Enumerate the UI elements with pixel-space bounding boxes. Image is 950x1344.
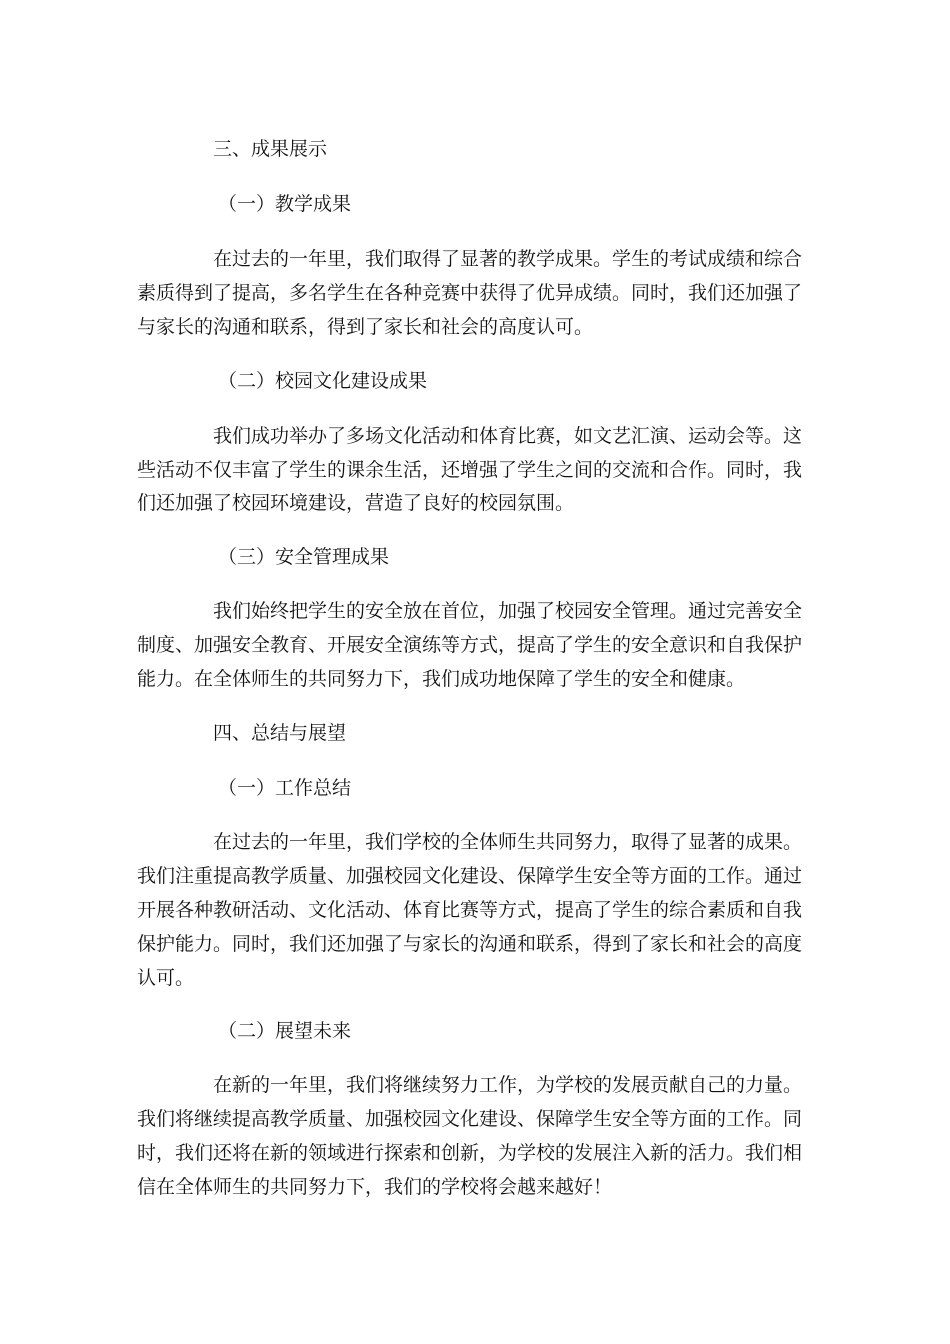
paragraph-line: 素质得到了提高，多名学生在各种竞赛中获得了优异成绩。同时，我们还加强了 — [137, 282, 803, 304]
paragraph-line: 制度、加强安全教育、开展安全演练等方式，提高了学生的安全意识和自我保护 — [137, 634, 803, 656]
paragraph-line: 们还加强了校园环境建设，营造了良好的校园氛围。 — [137, 492, 575, 514]
paragraph-line: 我们将继续提高教学质量、加强校园文化建设、保障学生安全等方面的工作。同 — [137, 1108, 803, 1130]
paragraph-line: 我们注重提高教学质量、加强校园文化建设、保障学生安全等方面的工作。通过 — [137, 865, 803, 887]
paragraph-line: 我们成功举办了多场文化活动和体育比赛，如文艺汇演、运动会等。这 — [213, 425, 803, 447]
paragraph-line: 在过去的一年里，我们取得了显著的教学成果。学生的考试成绩和综合 — [213, 248, 803, 270]
subheading-campus-culture: （二）校园文化建设成果 — [218, 370, 428, 392]
paragraph-line: 信在全体师生的共同努力下，我们的学校将会越来越好！ — [137, 1176, 613, 1198]
subheading-teaching-results: （一）教学成果 — [218, 193, 352, 215]
section-heading-results: 三、成果展示 — [213, 138, 328, 160]
paragraph-line: 些活动不仅丰富了学生的课余生活，还增强了学生之间的交流和合作。同时，我 — [137, 459, 803, 481]
subheading-safety-management: （三）安全管理成果 — [218, 546, 390, 568]
paragraph-line: 认可。 — [137, 967, 195, 989]
paragraph-line: 保护能力。同时，我们还加强了与家长的沟通和联系，得到了家长和社会的高度 — [137, 933, 803, 955]
paragraph-line: 在新的一年里，我们将继续努力工作，为学校的发展贡献自己的力量。 — [213, 1074, 803, 1096]
section-heading-summary: 四、总结与展望 — [213, 722, 347, 744]
paragraph-line: 我们始终把学生的安全放在首位，加强了校园安全管理。通过完善安全 — [213, 600, 803, 622]
subheading-future-outlook: （二）展望未来 — [218, 1020, 352, 1042]
subheading-work-summary: （一）工作总结 — [218, 777, 352, 799]
paragraph-line: 能力。在全体师生的共同努力下，我们成功地保障了学生的安全和健康。 — [137, 668, 746, 690]
paragraph-line: 与家长的沟通和联系，得到了家长和社会的高度认可。 — [137, 316, 594, 338]
paragraph-line: 在过去的一年里，我们学校的全体师生共同努力，取得了显著的成果。 — [213, 831, 803, 853]
paragraph-line: 时，我们还将在新的领域进行探索和创新，为学校的发展注入新的活力。我们相 — [137, 1142, 803, 1164]
paragraph-line: 开展各种教研活动、文化活动、体育比赛等方式，提高了学生的综合素质和自我 — [137, 899, 803, 921]
